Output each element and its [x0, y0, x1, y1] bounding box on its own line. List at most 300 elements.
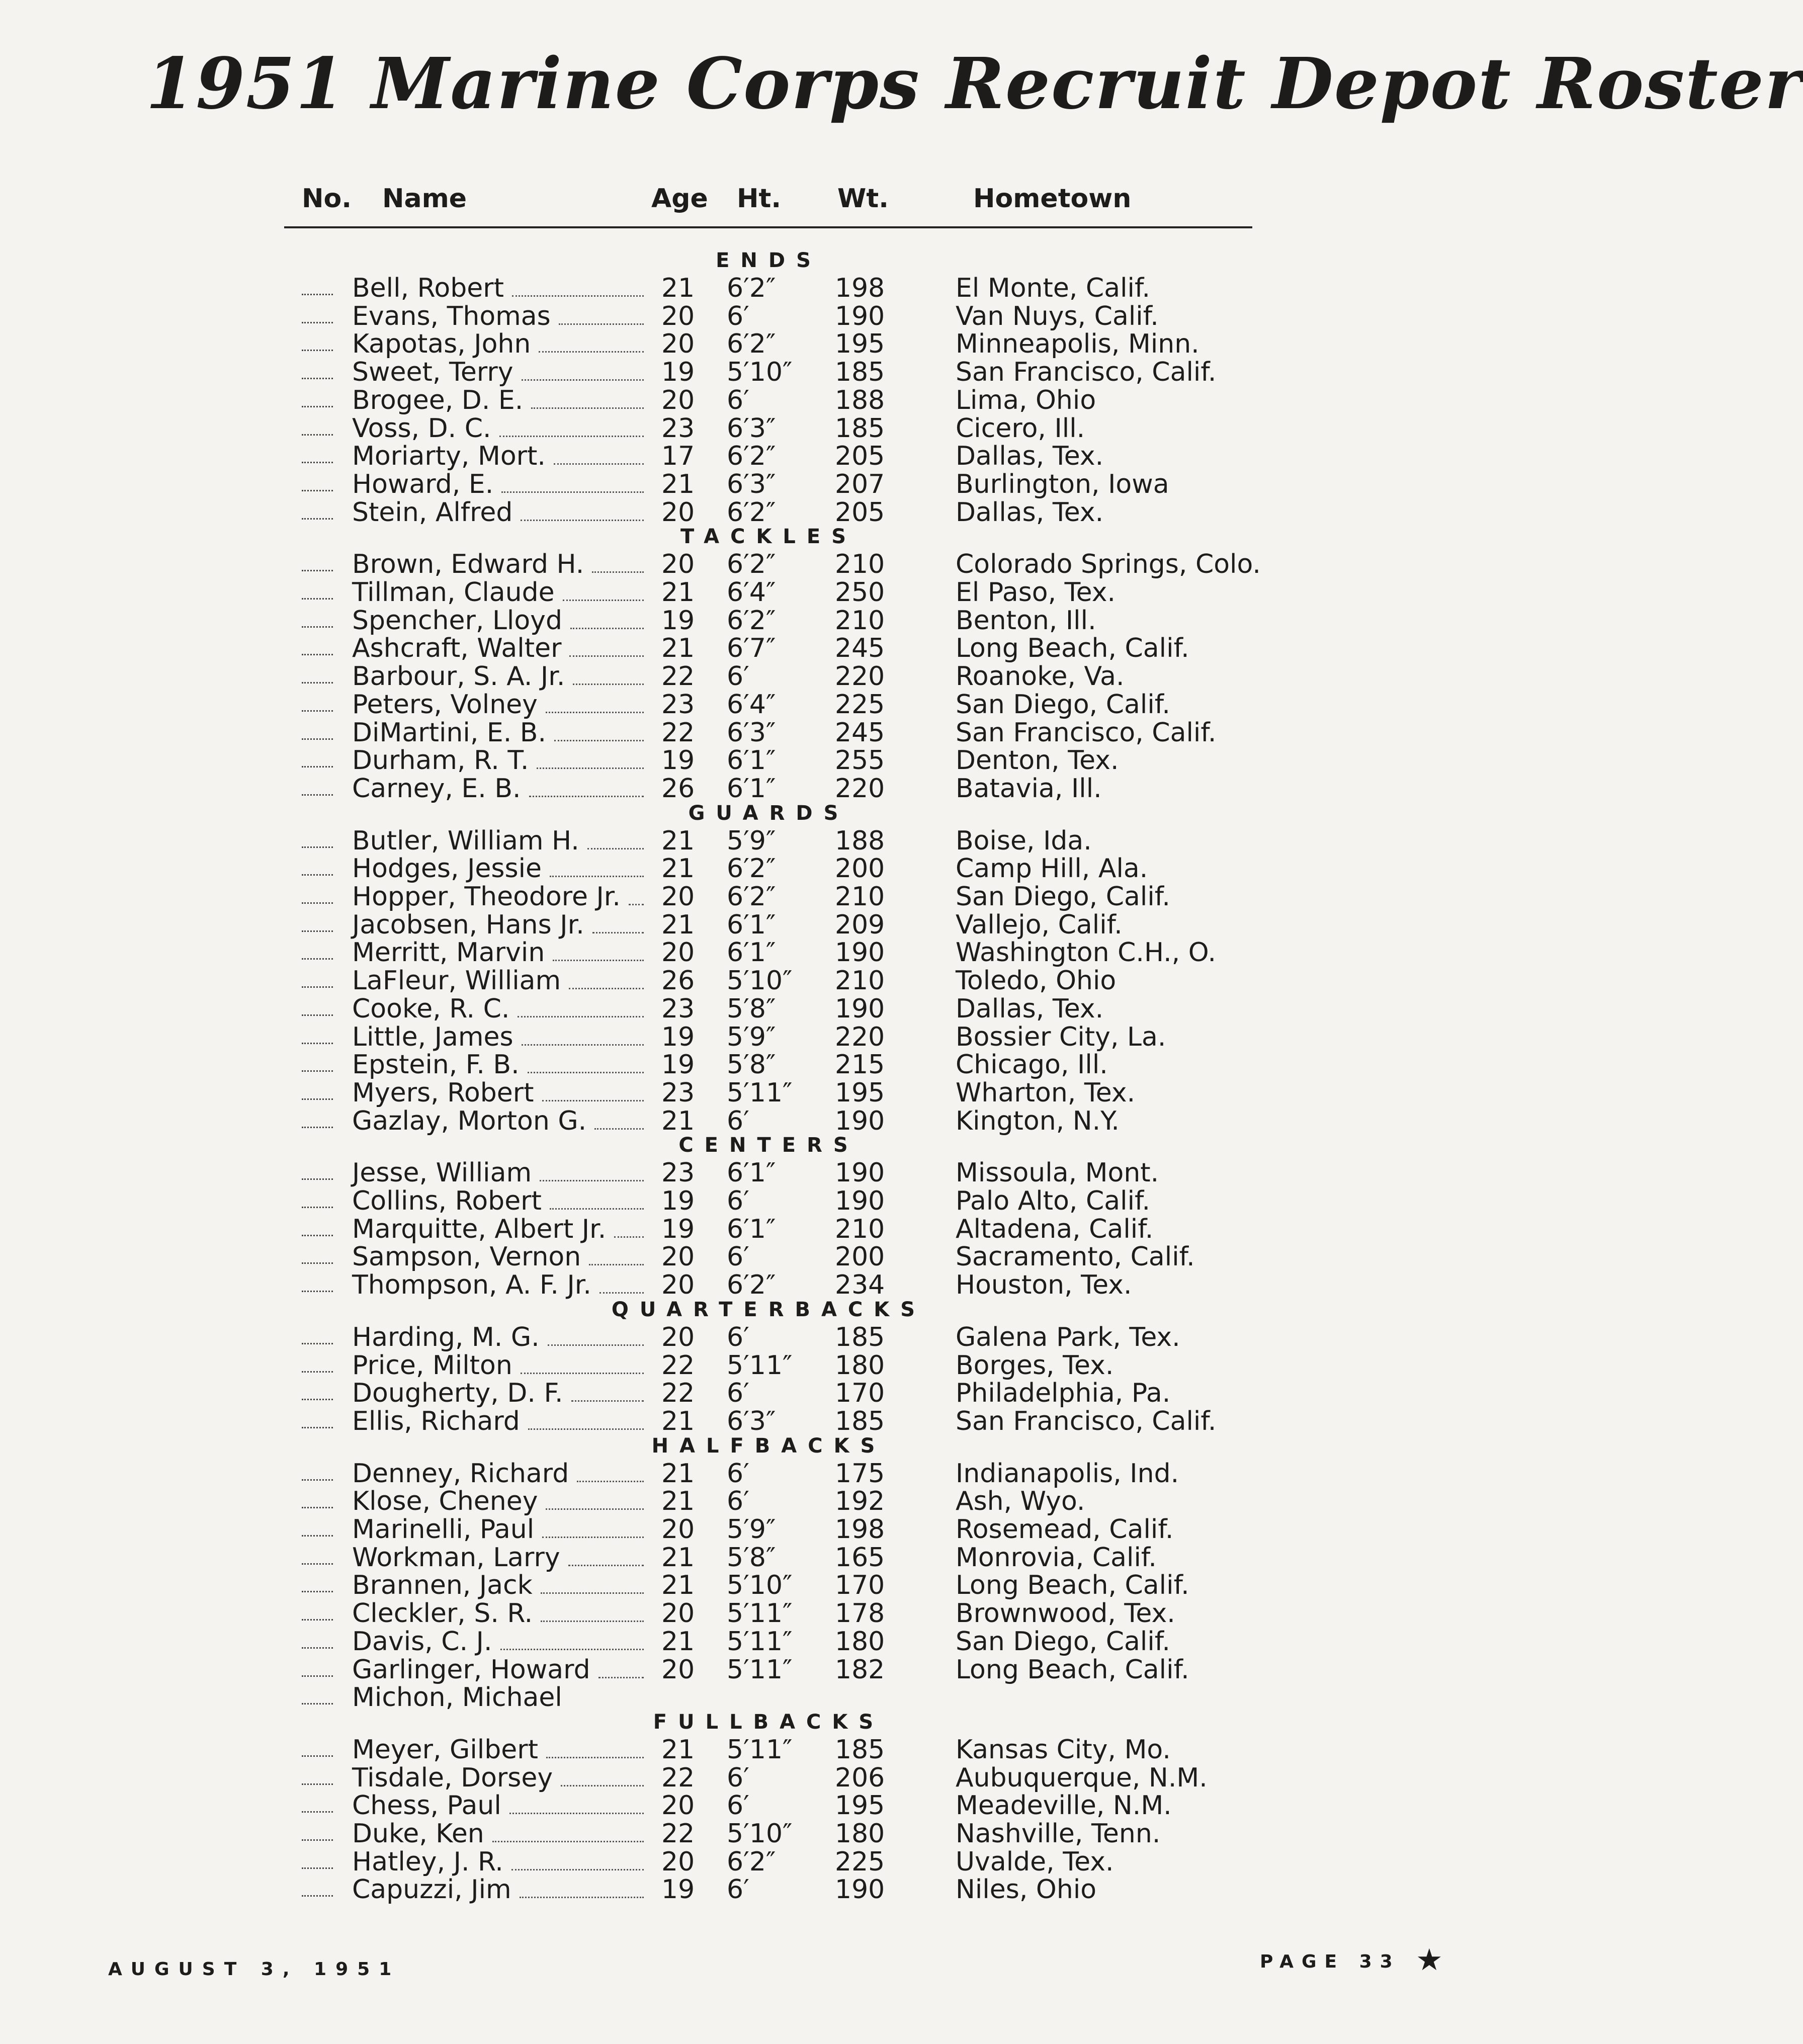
dot-leader	[592, 931, 644, 933]
dot-leader	[500, 1648, 644, 1650]
player-name-cell	[352, 1242, 644, 1272]
number-blank	[302, 1598, 337, 1627]
player-height: 6′	[727, 1486, 749, 1517]
dot-leader	[553, 959, 644, 961]
player-height: 5′10″	[727, 966, 793, 996]
player-age: 19	[661, 357, 695, 388]
player-height: 6′2″	[727, 1270, 776, 1301]
player-height: 6′2″	[727, 882, 776, 912]
player-weight: 170	[835, 1570, 885, 1601]
dot-leader	[499, 435, 644, 437]
dot-leader	[521, 1372, 644, 1374]
player-age: 22	[661, 1762, 695, 1793]
player-height: 6′4″	[727, 689, 776, 720]
player-name: LaFleur, William	[352, 966, 561, 996]
player-age: 20	[661, 497, 695, 528]
player-hometown: San Diego, Calif.	[956, 1626, 1170, 1657]
player-weight: 205	[835, 441, 885, 472]
dot-leader	[541, 1620, 644, 1622]
player-name: Bell, Robert	[352, 273, 504, 303]
player-name-cell	[352, 966, 644, 996]
player-hometown: Benton, Ill.	[956, 605, 1096, 636]
player-row	[0, 1242, 1537, 1270]
player-name: Ashcraft, Walter	[352, 633, 562, 664]
player-name: Merritt, Marvin	[352, 938, 545, 968]
player-name-cell	[352, 1543, 644, 1573]
player-row	[0, 1106, 1537, 1134]
player-age: 19	[661, 1214, 695, 1244]
player-row	[0, 1819, 1537, 1847]
player-name-cell	[352, 1214, 644, 1244]
number-blank	[302, 774, 337, 802]
player-name-cell	[352, 1514, 644, 1545]
player-height: 5′11″	[727, 1654, 793, 1685]
player-name-cell	[352, 469, 644, 499]
player-age: 17	[661, 441, 695, 472]
number-blank	[302, 1486, 337, 1514]
player-age: 20	[661, 1322, 695, 1352]
dot-leader	[563, 599, 644, 601]
player-height: 6′	[727, 1875, 749, 1905]
player-name: Epstein, F. B.	[352, 1050, 520, 1080]
player-name: Brown, Edward H.	[352, 549, 584, 580]
player-row	[0, 1214, 1537, 1242]
player-hometown: Brownwood, Tex.	[956, 1598, 1175, 1629]
player-hometown: Galena Park, Tex.	[956, 1322, 1180, 1352]
player-height: 6′2″	[727, 329, 776, 360]
player-height: 6′	[727, 1322, 749, 1352]
player-hometown: Wharton, Tex.	[956, 1077, 1136, 1108]
player-row	[0, 1486, 1537, 1517]
number-blank	[302, 385, 337, 413]
player-age: 20	[661, 1654, 695, 1685]
player-name-cell	[352, 1735, 644, 1765]
dot-leader	[598, 1676, 644, 1678]
player-name-cell	[352, 910, 644, 940]
dot-leader	[520, 1896, 644, 1898]
dot-leader	[577, 1480, 644, 1482]
player-weight: 188	[835, 385, 885, 415]
player-name-cell	[352, 577, 644, 608]
player-height: 6′	[727, 1186, 749, 1216]
player-age: 19	[661, 1875, 695, 1905]
player-name-cell	[352, 1459, 644, 1489]
number-blank	[302, 1106, 337, 1134]
number-blank	[302, 1819, 337, 1847]
number-blank	[302, 329, 337, 357]
player-name: Hopper, Theodore Jr.	[352, 882, 621, 912]
player-age: 20	[661, 938, 695, 968]
player-name-cell	[352, 385, 644, 415]
player-height: 5′11″	[727, 1077, 793, 1108]
player-weight: 185	[835, 413, 885, 444]
player-weight: 185	[835, 1406, 885, 1436]
player-row	[0, 301, 1537, 329]
player-weight: 198	[835, 1514, 885, 1545]
dot-leader	[492, 1840, 644, 1842]
number-blank	[302, 1763, 337, 1791]
player-weight: 210	[835, 1214, 885, 1244]
player-hometown: Ash, Wyo.	[956, 1486, 1085, 1517]
player-hometown: Van Nuys, Calif.	[956, 301, 1159, 331]
player-weight: 195	[835, 1791, 885, 1821]
player-weight: 198	[835, 273, 885, 303]
player-age: 23	[661, 1158, 695, 1188]
player-age: 20	[661, 1791, 695, 1821]
player-name: DiMartini, E. B.	[352, 717, 547, 748]
player-age: 20	[661, 1598, 695, 1629]
player-row	[0, 577, 1537, 606]
player-name: Sampson, Vernon	[352, 1242, 581, 1272]
player-name: Hatley, J. R.	[352, 1846, 503, 1877]
player-height: 6′2″	[727, 497, 776, 528]
player-name: Duke, Ken	[352, 1819, 484, 1849]
player-weight: 165	[835, 1542, 885, 1573]
number-blank	[302, 1791, 337, 1819]
player-weight: 190	[835, 993, 885, 1024]
player-name: Collins, Robert	[352, 1186, 542, 1216]
player-row	[0, 1570, 1537, 1601]
player-age: 23	[661, 993, 695, 1024]
player-name-cell	[352, 718, 644, 748]
player-hometown: Colorado Springs, Colo.	[956, 549, 1261, 580]
player-name: Hodges, Jessie	[352, 854, 542, 884]
player-name-cell	[352, 1378, 644, 1408]
player-name: Tillman, Claude	[352, 577, 555, 608]
player-name-cell	[352, 273, 644, 303]
player-name-cell	[352, 497, 644, 528]
player-name: Evans, Thomas	[352, 301, 551, 331]
player-height: 6′2″	[727, 549, 776, 580]
dot-leader	[522, 378, 644, 381]
dot-leader	[568, 1564, 644, 1566]
player-age: 19	[661, 1186, 695, 1216]
player-row	[0, 1763, 1537, 1791]
player-hometown: Cicero, Ill.	[956, 413, 1085, 444]
number-blank	[302, 549, 337, 577]
player-name: Durham, R. T.	[352, 745, 529, 776]
player-age: 19	[661, 605, 695, 636]
player-height: 6′2″	[727, 854, 776, 884]
dot-leader	[537, 766, 644, 769]
player-weight: 195	[835, 329, 885, 360]
player-age: 21	[661, 1626, 695, 1657]
player-hometown: Toledo, Ohio	[956, 966, 1117, 996]
player-name-cell	[352, 1682, 644, 1713]
player-weight: 210	[835, 549, 885, 580]
player-name-cell	[352, 549, 644, 579]
section-heading: QUARTERBACKS	[611, 1298, 926, 1321]
player-name: Butler, William H.	[352, 825, 579, 856]
player-row	[0, 994, 1537, 1022]
player-height: 6′2″	[727, 273, 776, 303]
player-height: 5′11″	[727, 1598, 793, 1629]
player-age: 21	[661, 1542, 695, 1573]
player-row	[0, 1655, 1537, 1683]
player-name: Michon, Michael	[352, 1682, 562, 1713]
player-hometown: El Paso, Tex.	[956, 577, 1115, 608]
player-name: Harding, M. G.	[352, 1322, 540, 1352]
player-row	[0, 1598, 1537, 1627]
player-name: Jacobsen, Hans Jr.	[352, 909, 584, 940]
player-height: 6′	[727, 1105, 749, 1136]
player-age: 20	[661, 329, 695, 360]
number-blank	[302, 1875, 337, 1903]
player-row	[0, 633, 1537, 664]
dot-leader	[592, 570, 644, 573]
player-height: 6′	[727, 385, 749, 415]
player-hometown: Long Beach, Calif.	[956, 633, 1189, 664]
player-weight: 200	[835, 854, 885, 884]
dot-leader	[594, 1127, 644, 1130]
player-height: 5′11″	[727, 1626, 793, 1657]
player-row	[0, 938, 1537, 966]
player-row	[0, 1875, 1537, 1903]
player-weight: 206	[835, 1762, 885, 1793]
player-hometown: San Francisco, Calif.	[956, 717, 1217, 748]
footer-page-number: PAGE 33	[1260, 1951, 1401, 1972]
player-height: 6′1″	[727, 745, 776, 776]
player-height: 6′2″	[727, 441, 776, 472]
number-blank	[302, 1514, 337, 1543]
player-name: Moriarty, Mort.	[352, 441, 546, 472]
player-weight: 180	[835, 1819, 885, 1849]
player-name-cell	[352, 1158, 644, 1188]
player-height: 6′2″	[727, 1846, 776, 1877]
player-row	[0, 854, 1537, 882]
player-height: 6′	[727, 1242, 749, 1272]
player-age: 21	[661, 1486, 695, 1517]
dot-leader	[521, 519, 644, 521]
player-age: 22	[661, 717, 695, 748]
dot-leader	[569, 987, 644, 989]
player-name: Meyer, Gilbert	[352, 1734, 539, 1765]
dot-leader	[573, 683, 644, 685]
number-blank	[302, 1459, 337, 1487]
player-name: Cleckler, S. R.	[352, 1598, 533, 1629]
player-name: Marinelli, Paul	[352, 1514, 535, 1545]
player-age: 20	[661, 549, 695, 580]
player-name-cell	[352, 882, 644, 912]
player-weight: 250	[835, 577, 885, 608]
dot-leader	[528, 1427, 644, 1430]
player-row	[0, 1186, 1537, 1214]
player-height: 6′1″	[727, 773, 776, 804]
dot-leader	[550, 875, 644, 877]
player-height: 6′3″	[727, 1406, 776, 1436]
player-name: Peters, Volney	[352, 689, 538, 720]
number-blank	[302, 690, 337, 718]
player-hometown: Borges, Tex.	[956, 1350, 1114, 1381]
player-name-cell	[352, 301, 644, 331]
dot-leader	[548, 1343, 644, 1346]
dot-leader	[518, 1015, 644, 1017]
player-name: Stein, Alfred	[352, 497, 513, 528]
player-hometown: Nashville, Tenn.	[956, 1819, 1161, 1849]
player-weight: 180	[835, 1350, 885, 1381]
player-hometown: Uvalde, Tex.	[956, 1846, 1114, 1877]
player-height: 6′	[727, 1762, 749, 1793]
dot-leader	[589, 1263, 644, 1265]
player-row	[0, 441, 1537, 472]
number-blank	[302, 1378, 337, 1406]
section-heading: HALFBACKS	[651, 1434, 886, 1458]
player-weight: 170	[835, 1378, 885, 1409]
player-name-cell	[352, 1819, 644, 1849]
player-name: Jesse, William	[352, 1158, 532, 1188]
dot-leader	[542, 1099, 644, 1101]
player-hometown: Long Beach, Calif.	[956, 1654, 1189, 1685]
number-blank	[302, 606, 337, 634]
number-blank	[302, 469, 337, 497]
player-height: 6′1″	[727, 938, 776, 968]
player-row	[0, 661, 1537, 690]
player-weight: 207	[835, 469, 885, 499]
player-hometown: Altadena, Calif.	[956, 1214, 1154, 1244]
dot-leader	[546, 1507, 644, 1510]
player-height: 5′11″	[727, 1350, 793, 1381]
player-height: 6′	[727, 301, 749, 331]
player-hometown: Kansas City, Mo.	[956, 1734, 1171, 1765]
player-weight: 209	[835, 909, 885, 940]
col-age: Age	[651, 184, 708, 214]
player-name-cell	[352, 1078, 644, 1108]
player-row	[0, 745, 1537, 774]
player-weight: 190	[835, 938, 885, 968]
dot-leader	[541, 1591, 644, 1594]
dot-leader	[512, 294, 644, 297]
player-hometown: Houston, Tex.	[956, 1270, 1132, 1301]
dot-leader	[570, 627, 644, 629]
player-hometown: Vallejo, Calif.	[956, 909, 1123, 940]
player-name-cell	[352, 1598, 644, 1629]
player-row	[0, 497, 1537, 526]
player-age: 21	[661, 1734, 695, 1765]
player-age: 26	[661, 773, 695, 804]
player-height: 6′3″	[727, 717, 776, 748]
player-hometown: Washington C.H., O.	[956, 938, 1217, 968]
player-hometown: Missoula, Mont.	[956, 1158, 1159, 1188]
player-height: 5′11″	[727, 1734, 793, 1765]
player-row	[0, 1791, 1537, 1819]
number-blank	[302, 577, 337, 606]
dot-leader	[554, 462, 644, 465]
player-name: Ellis, Richard	[352, 1406, 520, 1436]
player-row	[0, 826, 1537, 854]
player-weight: 215	[835, 1050, 885, 1080]
player-name-cell	[352, 1847, 644, 1877]
player-weight: 185	[835, 357, 885, 388]
player-name: Howard, E.	[352, 469, 494, 499]
player-weight: 210	[835, 605, 885, 636]
player-age: 22	[661, 1819, 695, 1849]
player-hometown: San Francisco, Calif.	[956, 1406, 1217, 1436]
player-age: 21	[661, 909, 695, 940]
dot-leader	[571, 1399, 644, 1402]
player-age: 26	[661, 966, 695, 996]
player-age: 21	[661, 469, 695, 499]
player-height: 6′1″	[727, 1158, 776, 1188]
player-age: 22	[661, 1378, 695, 1409]
col-no: No.	[302, 184, 352, 214]
number-blank	[302, 1158, 337, 1186]
player-weight: 234	[835, 1270, 885, 1301]
player-age: 19	[661, 1050, 695, 1080]
player-weight: 190	[835, 1186, 885, 1216]
player-name-cell	[352, 854, 644, 884]
dot-leader	[531, 406, 644, 409]
number-blank	[302, 1655, 337, 1683]
player-name: Little, James	[352, 1021, 513, 1052]
dot-leader	[529, 795, 644, 797]
player-name-cell	[352, 661, 644, 692]
player-weight: 180	[835, 1626, 885, 1657]
player-weight: 225	[835, 689, 885, 720]
player-weight: 255	[835, 745, 885, 776]
player-height: 5′10″	[727, 1570, 793, 1601]
player-hometown: Batavia, Ill.	[956, 773, 1102, 804]
player-row	[0, 1350, 1537, 1379]
player-age: 23	[661, 1077, 695, 1108]
player-name: Voss, D. C.	[352, 413, 491, 444]
player-row	[0, 469, 1537, 497]
player-weight: 190	[835, 1875, 885, 1905]
number-blank	[302, 882, 337, 910]
player-height: 6′	[727, 1458, 749, 1489]
player-name-cell	[352, 329, 644, 359]
player-row	[0, 413, 1537, 442]
player-hometown: Kington, N.Y.	[956, 1105, 1120, 1136]
player-hometown: Indianapolis, Ind.	[956, 1458, 1179, 1489]
number-blank	[302, 910, 337, 938]
player-height: 6′3″	[727, 413, 776, 444]
player-hometown: Aubuquerque, N.M.	[956, 1762, 1208, 1793]
player-age: 21	[661, 633, 695, 664]
player-age: 20	[661, 882, 695, 912]
number-blank	[302, 1186, 337, 1214]
player-height: 5′10″	[727, 357, 793, 388]
player-name: Kapotas, John	[352, 329, 531, 360]
player-name: Cooke, R. C.	[352, 993, 510, 1024]
dot-leader	[546, 711, 644, 713]
number-blank	[302, 994, 337, 1022]
number-blank	[302, 1406, 337, 1434]
player-name-cell	[352, 1022, 644, 1052]
player-row	[0, 1543, 1537, 1571]
star-icon: ★	[1416, 1942, 1443, 1978]
dot-leader	[550, 1207, 644, 1210]
player-age: 19	[661, 745, 695, 776]
player-weight: 220	[835, 773, 885, 804]
player-weight: 182	[835, 1654, 885, 1685]
number-blank	[302, 1022, 337, 1050]
player-name-cell	[352, 633, 644, 663]
player-name-cell	[352, 1050, 644, 1080]
player-name-cell	[352, 938, 644, 968]
player-age: 21	[661, 1458, 695, 1489]
player-name: Davis, C. J.	[352, 1626, 492, 1657]
player-name: Denney, Richard	[352, 1458, 569, 1489]
number-blank	[302, 1627, 337, 1655]
number-blank	[302, 854, 337, 882]
player-hometown: Philadelphia, Pa.	[956, 1378, 1171, 1409]
player-age: 23	[661, 413, 695, 444]
number-blank	[302, 661, 337, 690]
player-row	[0, 1406, 1537, 1434]
player-height: 5′10″	[727, 1819, 793, 1849]
section-heading: ENDS	[716, 249, 822, 272]
dot-leader	[528, 1071, 644, 1073]
